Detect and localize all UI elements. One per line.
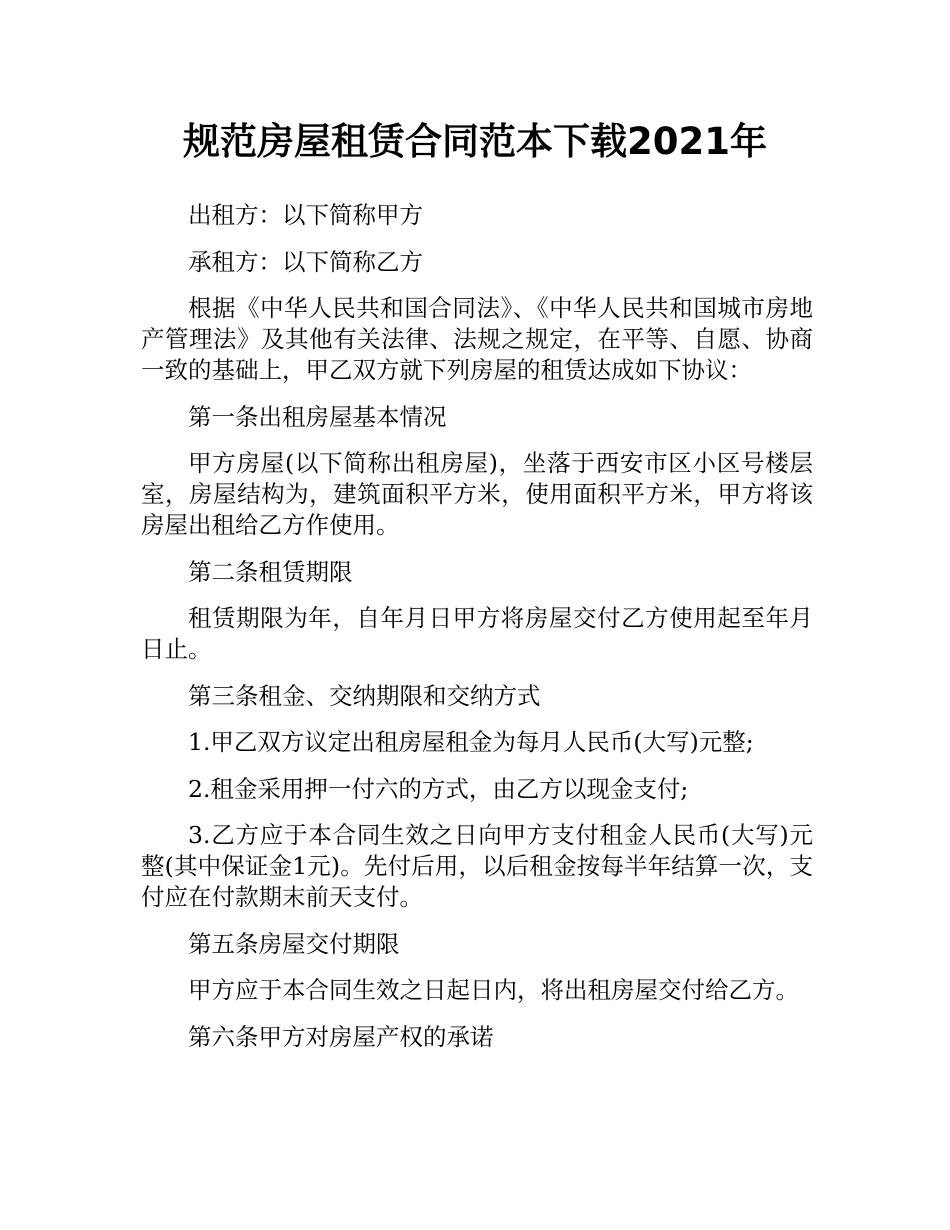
document-title: 规范房屋租赁合同范本下载2021年 <box>183 120 767 163</box>
paragraph-delivery: 甲方应于本合同生效之日起日内，将出租房屋交付给乙方。 <box>188 976 799 1004</box>
paragraph-lessee: 承租方：以下简称乙方 <box>188 247 423 276</box>
paragraph-legal-basis: 根据《中华人民共和国合同法》、《中华人民共和国城市房地产管理法》及其他有关法律、法规之规定，在平等、自愿、协商一致的基础上，甲乙双方就下列房屋的租赁达成如下协议： <box>141 294 813 384</box>
heading-article-3: 第三条租金、交纳期限和交纳方式 <box>188 681 541 710</box>
heading-article-1: 第一条出租房屋基本情况 <box>188 402 447 431</box>
paragraph-rent-item-3: 3.乙方应于本合同生效之日向甲方支付租金人民币(大写)元整(其中保证金1元)。先付后用，以后租金按每半年结算一次，支付应在付款期末前天支付。 <box>141 821 813 911</box>
paragraph-lessor: 出租方：以下简称甲方 <box>188 201 423 229</box>
heading-article-6: 第六条甲方对房屋产权的承诺 <box>188 1022 494 1051</box>
paragraph-lease-term: 租赁期限为年，自年月日甲方将房屋交付乙方使用起至年月日止。 <box>141 604 813 663</box>
paragraph-rent-item-2: 2.租金采用押一付六的方式，由乙方以现金支付; <box>188 774 689 803</box>
heading-article-2: 第二条租赁期限 <box>188 557 353 586</box>
paragraph-rent-item-1: 1.甲乙双方议定出租房屋租金为每月人民币(大写)元整; <box>188 728 754 756</box>
paragraph-property-info: 甲方房屋(以下简称出租房屋)，坐落于西安市区小区号楼层室，房屋结构为，建筑面积平方米，使用面积平方米，甲方将该房屋出租给乙方作使用。 <box>141 449 813 539</box>
document-body <box>141 200 813 1068</box>
heading-article-5: 第五条房屋交付期限 <box>188 929 400 958</box>
